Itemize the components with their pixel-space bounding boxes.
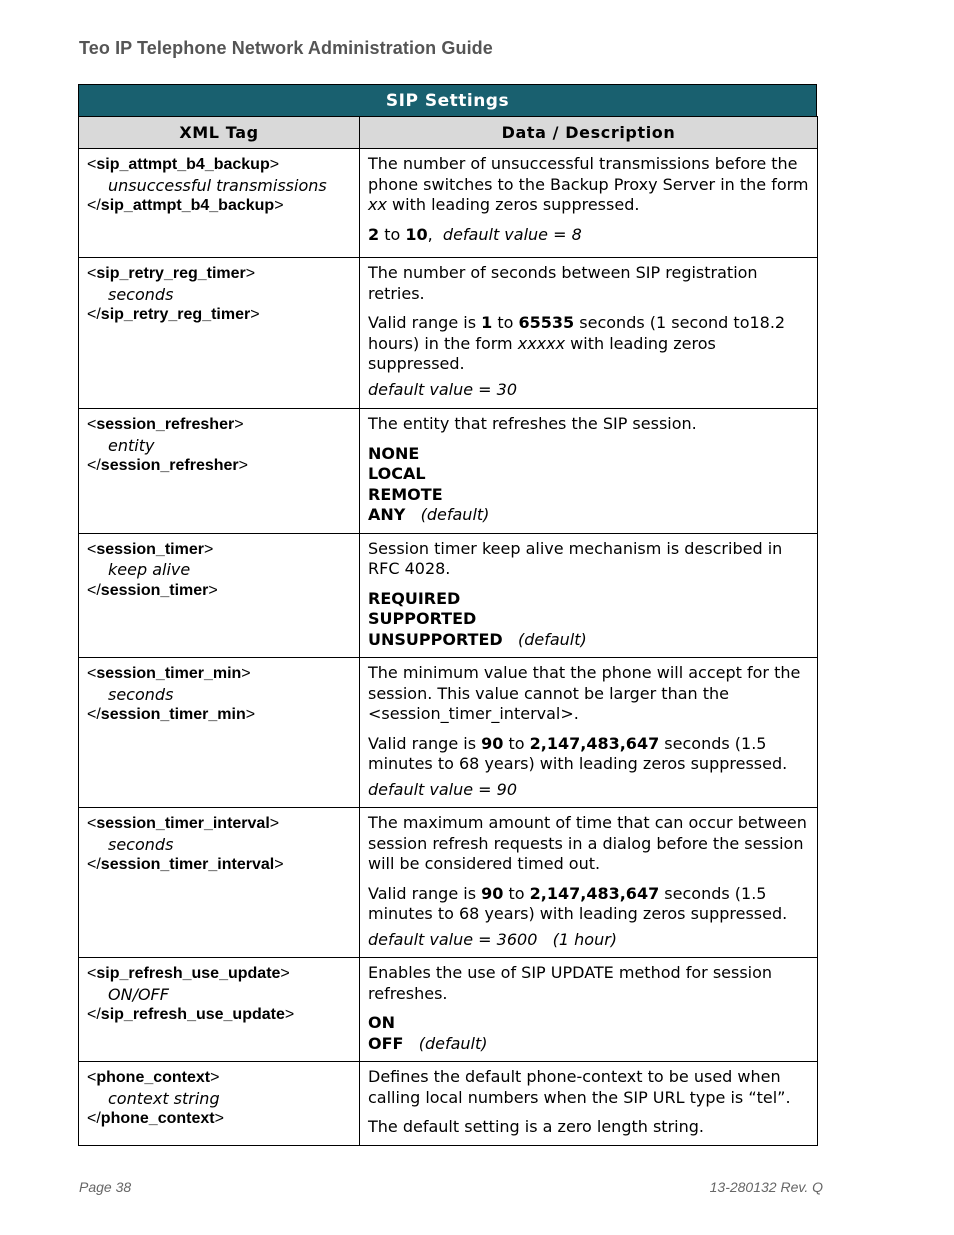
table-row: [79, 808, 818, 958]
description-text: The maximum amount of time that can occur between session refresh requests in a dialog before the session will be considered timed out.: [368, 813, 807, 873]
tag-value: seconds: [108, 284, 174, 304]
close-tag: </sip_retry_reg_timer>: [87, 306, 260, 323]
tag-value: keep alive: [108, 560, 191, 579]
table-title: SIP Settings: [78, 84, 817, 116]
xml-tag-cell: [79, 258, 360, 409]
description-text: The number of seconds between SIP registration retries.: [368, 263, 758, 303]
description-cell: [360, 149, 818, 258]
table-row: [79, 149, 818, 258]
valid-range: 2 to 10, default value = 8: [368, 224, 582, 244]
option-item: NONE: [368, 443, 420, 463]
description-cell: [360, 808, 818, 958]
option-item: REMOTE: [368, 484, 443, 504]
tag-value: unsuccessful transmissions: [108, 175, 327, 195]
option-list: [368, 1013, 809, 1054]
description-cell: [360, 409, 818, 534]
sip-settings-table: [78, 84, 817, 1146]
table-row: [79, 1062, 818, 1146]
tag-value: context string: [108, 1088, 220, 1108]
default-value: default value = 8: [442, 224, 582, 244]
option-item: SUPPORTED: [368, 609, 477, 628]
description-text: Defines the default phone-context to be used when calling local numbers when the SIP URL type is “tel”.: [368, 1067, 791, 1107]
close-tag: </session_refresher>: [87, 457, 248, 474]
open-tag: <sip_retry_reg_timer>: [87, 265, 256, 282]
option-item: ANY (default): [368, 505, 490, 524]
default-value: default value = 3600 (1 hour): [368, 929, 618, 949]
xml-tag-cell: [79, 409, 360, 534]
tag-value: seconds: [108, 834, 174, 854]
close-tag: </session_timer_min>: [87, 706, 256, 723]
option-item: REQUIRED: [368, 588, 461, 608]
close-tag: </session_timer>: [87, 581, 218, 599]
default-marker: (default): [517, 629, 587, 649]
option-item: UNSUPPORTED (default): [368, 629, 587, 649]
table-row: [79, 409, 818, 534]
open-tag: <sip_attmpt_b4_backup>: [87, 156, 280, 173]
option-list: [368, 589, 809, 651]
valid-range: Valid range is 90 to 2,147,483,647 seconds (1.5 minutes to 68 years) with leading zeros suppressed.: [368, 883, 788, 923]
default-value: default value = 90: [368, 779, 518, 799]
xml-tag-cell: [79, 658, 360, 808]
description-cell: [360, 958, 818, 1062]
close-tag: </session_timer_interval>: [87, 856, 284, 873]
table-header-row: [79, 117, 818, 149]
description-text: Enables the use of SIP UPDATE method for session refreshes.: [368, 963, 773, 1003]
description-text: Session timer keep alive mechanism is described in RFC 4028.: [368, 538, 783, 578]
close-tag: </sip_refresh_use_update>: [87, 1006, 295, 1023]
open-tag: <session_refresher>: [87, 416, 244, 433]
description-text: The number of unsuccessful transmissions before the phone switches to the Backup Proxy Server in the form xx with leading zeros suppressed.: [368, 154, 809, 214]
description-cell: [360, 1062, 818, 1146]
document-header-title: Teo IP Telephone Network Administration Guide: [79, 38, 493, 58]
tag-value: ON/OFF: [108, 984, 169, 1004]
default-value: default value = 30: [368, 379, 518, 399]
option-list: [368, 444, 809, 526]
open-tag: <session_timer>: [87, 540, 214, 558]
xml-tag-cell: [79, 149, 360, 258]
table-row: [79, 658, 818, 808]
description-text-2: The default setting is a zero length string.: [368, 1117, 704, 1136]
xml-tag-cell: [79, 1062, 360, 1146]
option-item: LOCAL: [368, 464, 426, 483]
close-tag: </phone_context>: [87, 1110, 224, 1127]
option-item: OFF (default): [368, 1033, 488, 1053]
table-row: [79, 258, 818, 409]
description-text: The entity that refreshes the SIP session.: [368, 414, 697, 433]
open-tag: <session_timer_min>: [87, 665, 251, 682]
xml-tag-cell: [79, 533, 360, 658]
open-tag: <sip_refresh_use_update>: [87, 965, 290, 982]
column-header-xml-tag: XML Tag: [79, 117, 360, 149]
valid-range: Valid range is 90 to 2,147,483,647 seconds (1.5 minutes to 68 years) with leading zeros suppressed.: [368, 733, 788, 773]
column-header-description: Data / Description: [360, 117, 818, 149]
description-text: The minimum value that the phone will accept for the session. This value cannot be larger than the <session_timer_interval>.: [368, 663, 801, 723]
tag-value: seconds: [108, 684, 174, 704]
open-tag: <phone_context>: [87, 1069, 220, 1086]
close-tag: </sip_attmpt_b4_backup>: [87, 197, 284, 214]
open-tag: <session_timer_interval>: [87, 815, 280, 832]
xml-tag-cell: [79, 958, 360, 1062]
default-marker: (default): [420, 505, 490, 524]
option-item: ON: [368, 1013, 395, 1032]
xml-tag-cell: [79, 808, 360, 958]
description-cell: [360, 533, 818, 658]
page-number: Page 38: [79, 1179, 132, 1195]
document-id: 13-280132 Rev. Q: [709, 1179, 823, 1195]
description-cell: [360, 258, 818, 409]
table-row: [79, 533, 818, 658]
tag-value: entity: [108, 435, 155, 455]
description-cell: [360, 658, 818, 808]
default-marker: (default): [418, 1033, 488, 1053]
table-row: [79, 958, 818, 1062]
valid-range: Valid range is 1 to 65535 seconds (1 second to18.2 hours) in the form xxxxx with leading zeros suppressed.: [368, 313, 786, 373]
